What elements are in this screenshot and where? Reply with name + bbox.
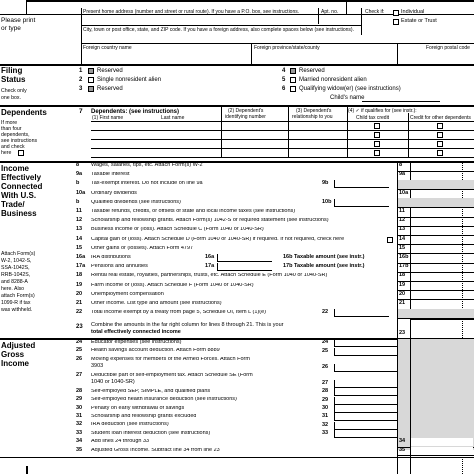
adjusted-line-text: Health savings account deduction. Attach Form 8889 bbox=[91, 348, 220, 354]
income-line-text: Business income or (loss). Attach Schedule C (Form 1040 or 1040-SR) bbox=[91, 227, 264, 233]
dep4-ctc-checkbox[interactable] bbox=[374, 150, 380, 156]
income-title-2: Effectively bbox=[1, 173, 42, 182]
filing-option-2-num: 2 bbox=[79, 77, 83, 83]
line-23-text-1: Combine the amounts in the far right column for lines 8 through 21. This is your bbox=[91, 322, 284, 328]
check-only-note-1: Check only bbox=[1, 88, 27, 94]
dep3-odc-checkbox[interactable] bbox=[437, 141, 443, 147]
income-line-mid-label: 10b bbox=[322, 198, 332, 205]
childs-name-label: Child's name bbox=[330, 95, 365, 101]
adjusted-amount-field[interactable] bbox=[334, 422, 397, 430]
apt-label: Apt. no. bbox=[321, 9, 339, 15]
income-line-text: Pensions and annuities bbox=[91, 264, 148, 270]
income-box-label: 16b bbox=[399, 254, 409, 260]
adjusted-title-3: Income bbox=[1, 359, 30, 368]
filing-option-2-checkbox[interactable] bbox=[88, 77, 94, 83]
income-amount-field[interactable] bbox=[411, 254, 473, 262]
income-line-taxable-label: 17b Taxable amount (see instr.) bbox=[283, 263, 365, 270]
income-title-4: With U.S. bbox=[1, 191, 37, 200]
dependents-note-5: and check bbox=[1, 144, 25, 150]
adjusted-mid-label: 26 bbox=[322, 363, 329, 370]
childs-name-field[interactable] bbox=[362, 93, 440, 101]
adjusted-mid-label: 32 bbox=[322, 421, 329, 428]
income-title-6: Business bbox=[1, 209, 37, 218]
adjusted-amount-field[interactable] bbox=[334, 339, 397, 347]
attach-note-9: was withheld. bbox=[1, 307, 33, 313]
dependents-line-num: 7 bbox=[79, 108, 83, 115]
income-line-num: 8 bbox=[76, 162, 80, 168]
income-amount-field[interactable] bbox=[411, 272, 473, 280]
income-box-label: 15 bbox=[399, 244, 406, 251]
check-if-label: Check if: bbox=[365, 9, 385, 15]
filing-option-1-label: Reserved bbox=[97, 68, 123, 74]
adjusted-mid-label: 28 bbox=[322, 388, 329, 395]
dep1-ctc-checkbox[interactable] bbox=[374, 123, 380, 129]
adjusted-mid-label: 33 bbox=[322, 430, 329, 437]
more-dependents-checkbox[interactable] bbox=[18, 150, 24, 156]
income-amount-field[interactable] bbox=[411, 217, 473, 225]
dependents-title: Dependents bbox=[1, 108, 47, 117]
top-rule bbox=[26, 0, 474, 2]
filing-option-5-label: Married nonresident alien bbox=[299, 77, 367, 83]
income-box-label: 21 bbox=[399, 300, 406, 306]
income-mid-amount-field[interactable] bbox=[217, 254, 272, 262]
dep-col-rel-1: (3) Dependent's bbox=[296, 108, 332, 114]
filing-option-6-label: Qualifying widow(er) (see instructions) bbox=[299, 86, 401, 92]
dependents-note-4: see instructions bbox=[1, 138, 38, 144]
income-amount-field[interactable] bbox=[411, 291, 473, 299]
income-line-taxable-label: 16b Taxable amount (see instr.) bbox=[283, 254, 365, 260]
income-amount-field[interactable] bbox=[411, 162, 473, 170]
adjusted-amount-field[interactable] bbox=[334, 364, 397, 372]
income-box-label: 19 bbox=[399, 281, 406, 288]
line-23-amount-field[interactable] bbox=[411, 320, 473, 337]
dependents-heading: Dependents: (see instructions) bbox=[91, 109, 180, 115]
adjusted-line-num: 34 bbox=[76, 438, 83, 445]
income-line-text: Capital gain or (loss). Attach Schedule D (Form 1040 or 1040-SR) if required. If not required, check here bbox=[91, 236, 345, 242]
income-line-text: IRA distributions bbox=[91, 255, 131, 260]
attach-note-8: 1099-R if tax bbox=[1, 300, 31, 306]
income-line-num: 22 bbox=[76, 309, 83, 316]
adjusted-line-num: 30 bbox=[76, 404, 83, 411]
income-mid-amount-field[interactable] bbox=[217, 263, 272, 271]
filing-option-3-num: 3 bbox=[79, 86, 83, 92]
dep2-ctc-checkbox[interactable] bbox=[374, 132, 380, 138]
income-box-label: 9a bbox=[399, 171, 406, 178]
address-field[interactable] bbox=[81, 16, 318, 25]
foreign-country-field[interactable] bbox=[82, 52, 250, 62]
filing-option-3-label: Reserved bbox=[97, 86, 123, 92]
income-line-text: Rental real estate, royalties, partnerships, trusts, etc. Attach Schedule E (Form 1040 or 1040-SR) bbox=[91, 273, 328, 279]
filing-option-6-num: 6 bbox=[282, 86, 286, 92]
adjusted-total-field[interactable] bbox=[411, 447, 473, 455]
income-box-label: 17b bbox=[399, 263, 409, 270]
income-line-text: Other income. List type and amount (see instructions) bbox=[91, 301, 222, 306]
dep-col-qualifies: (4) ✓ if qualifies for (see instr.): bbox=[348, 108, 417, 114]
attach-note-6: here. Also bbox=[1, 286, 25, 292]
income-line-mid-label: 17a bbox=[205, 263, 215, 270]
filing-option-4-label: Reserved bbox=[299, 68, 325, 74]
foreign-postal-field[interactable] bbox=[398, 52, 472, 62]
dependents-note-2: than four bbox=[1, 126, 22, 132]
income-line-num: 12 bbox=[76, 217, 83, 224]
estate-trust-checkbox[interactable] bbox=[393, 19, 399, 25]
income-title-3: Connected bbox=[1, 182, 43, 191]
adjusted-mid-label: 29 bbox=[322, 396, 329, 403]
line-23-num: 23 bbox=[76, 324, 83, 330]
adjusted-line-text-2: 1040 or 1040-SR) bbox=[91, 379, 135, 386]
bottom-rule bbox=[0, 457, 474, 458]
line-23-box-label: 23 bbox=[399, 330, 406, 336]
income-line-text: Farm income or (loss). Attach Schedule F (Form 1040 or 1040-SR) bbox=[91, 282, 254, 288]
income-amount-field[interactable] bbox=[411, 190, 473, 198]
income-line-text: Taxable interest bbox=[91, 172, 130, 178]
adjusted-line-text-2: 3903 bbox=[91, 363, 104, 370]
adjusted-line-text: Deductible part of self-employment tax. Attach Schedule SE (Form bbox=[91, 372, 253, 378]
dependents-note-3: dependents, bbox=[1, 132, 30, 138]
attach-note-4: RRB-1042S, bbox=[1, 272, 31, 278]
adjusted-title-1: Adjusted bbox=[1, 341, 36, 350]
dep-col-first-name: (1) First name bbox=[92, 115, 124, 121]
income-amount-field[interactable] bbox=[411, 300, 473, 308]
dependent-row[interactable] bbox=[91, 122, 221, 130]
income-box-label: 10a bbox=[399, 189, 409, 196]
foreign-country-label: Foreign country name bbox=[83, 45, 132, 51]
income-box-label: 12 bbox=[399, 217, 406, 224]
income-box-label: 13 bbox=[399, 226, 406, 233]
individual-label: Individual bbox=[401, 9, 425, 15]
income-line-mid-label: 22 bbox=[322, 309, 329, 316]
adjusted-line-text: Adjusted Gross Income. Subtract line 34 from line 23 bbox=[91, 447, 220, 453]
adjusted-box-label: 34 bbox=[399, 438, 406, 445]
income-mid-amount-field[interactable] bbox=[334, 309, 389, 317]
adjusted-line-text: Student loan interest deduction (see instructions) bbox=[91, 430, 211, 436]
estate-trust-label: Estate or Trust bbox=[401, 18, 437, 24]
adjusted-mid-label: 31 bbox=[322, 413, 329, 420]
dep3-ctc-checkbox[interactable] bbox=[374, 141, 380, 147]
filing-option-1-checkbox[interactable] bbox=[88, 68, 94, 74]
foreign-postal-label: Foreign postal code bbox=[426, 45, 470, 51]
income-amount-field[interactable] bbox=[411, 236, 473, 244]
adjusted-amount-field[interactable] bbox=[334, 413, 397, 421]
dep4-odc-checkbox[interactable] bbox=[437, 150, 443, 156]
adjusted-title-2: Gross bbox=[1, 350, 25, 359]
capital-gain-checkbox[interactable] bbox=[387, 237, 393, 243]
adjusted-line-num: 32 bbox=[76, 421, 83, 428]
income-line-text: Taxable refunds, credits, or offsets of state and local income taxes (see instructions) bbox=[91, 209, 296, 214]
adjusted-mid-label: 24 bbox=[322, 339, 329, 346]
adjusted-line-num: 29 bbox=[76, 396, 83, 403]
income-line-text: Wages, salaries, tips, etc. Attach Form(s) W-2 bbox=[91, 163, 203, 168]
filing-status-title-2: Status bbox=[1, 75, 26, 84]
adjusted-amount-field[interactable] bbox=[334, 405, 397, 413]
income-box-label: 20 bbox=[399, 290, 406, 297]
dep-col-last-name: Last name bbox=[161, 115, 185, 121]
dependents-note-6: here bbox=[1, 150, 12, 156]
income-box-label: 8 bbox=[399, 162, 403, 168]
income-line-text: Qualified dividends (see instructions) bbox=[91, 199, 181, 205]
income-mid-amount-field[interactable] bbox=[334, 180, 389, 188]
shaded-cell bbox=[398, 309, 474, 318]
dep-col-rel-2: relationship to you bbox=[292, 114, 333, 120]
adjusted-line-text: Moving expenses for members of the Armed Forces. Attach Form bbox=[91, 356, 250, 362]
income-line-num: b bbox=[76, 180, 80, 187]
foreign-province-label: Foreign province/state/county bbox=[254, 45, 320, 51]
filing-option-4-checkbox[interactable] bbox=[290, 68, 296, 74]
income-line-num: 11 bbox=[76, 208, 82, 214]
income-line-text: Unemployment compensation bbox=[91, 291, 164, 297]
filing-option-1-num: 1 bbox=[79, 68, 83, 74]
income-title-1: Income bbox=[1, 164, 30, 173]
adjusted-line-num: 26 bbox=[76, 355, 83, 362]
attach-note-2: W-2, 1042-S, bbox=[1, 258, 32, 264]
adjusted-line-num: 31 bbox=[76, 413, 83, 419]
dependent-row[interactable] bbox=[91, 149, 221, 157]
adjusted-mid-label: 30 bbox=[322, 405, 329, 411]
shaded-cell bbox=[398, 198, 474, 207]
adjusted-line-num: 25 bbox=[76, 347, 83, 354]
adjusted-line-num: 27 bbox=[76, 371, 83, 378]
dep-col-id-1: (2) Dependent's bbox=[228, 108, 264, 114]
adjusted-line-text: Penalty on early withdrawal of savings bbox=[91, 405, 185, 411]
income-box-label: 14 bbox=[399, 235, 406, 242]
dep1-odc-checkbox[interactable] bbox=[437, 123, 443, 129]
income-amount-field[interactable] bbox=[411, 226, 473, 234]
income-mid-amount-field[interactable] bbox=[334, 199, 389, 207]
adjusted-line-num: 28 bbox=[76, 387, 83, 394]
income-line-text: Ordinary dividends bbox=[91, 190, 137, 196]
adjusted-mid-label: 27 bbox=[322, 379, 329, 386]
income-line-num: 14 bbox=[76, 235, 83, 242]
income-line-text: Scholarship and fellowship grants. Attach Form(s) 1042-S or required statement (see instructions) bbox=[91, 218, 329, 224]
line-23-text-2: total effectively connected income bbox=[91, 329, 181, 335]
adjusted-line-text: Self-employed health insurance deduction (see instructions) bbox=[91, 397, 237, 403]
adjusted-total-field[interactable] bbox=[411, 438, 473, 446]
income-line-num: 9a bbox=[76, 171, 83, 178]
adjusted-amount-field[interactable] bbox=[334, 430, 397, 438]
filing-status-title-1: Filing bbox=[1, 66, 23, 75]
income-box-label: 11 bbox=[399, 208, 405, 214]
city-label: City, town or post office, state, and ZIP code. If you have a foreign address, also complete spaces below (see instructions). bbox=[83, 27, 354, 33]
adjusted-amount-field[interactable] bbox=[334, 388, 397, 396]
dep2-odc-checkbox[interactable] bbox=[437, 132, 443, 138]
check-only-note-2: one box. bbox=[1, 95, 21, 101]
or-type-label: or type bbox=[1, 25, 21, 32]
dependents-note-1: If more bbox=[1, 120, 18, 126]
income-line-num: 20 bbox=[76, 290, 83, 297]
income-line-num: 18 bbox=[76, 272, 83, 279]
income-title-5: Trade/ bbox=[1, 200, 25, 209]
adjusted-amount-field[interactable] bbox=[334, 397, 397, 405]
income-line-num: b bbox=[76, 198, 80, 205]
adjusted-line-num: 33 bbox=[76, 429, 83, 436]
income-line-mid-label: 16a bbox=[205, 254, 215, 260]
income-amount-field[interactable] bbox=[411, 171, 473, 179]
dep-col-id-2: identifying number bbox=[225, 114, 266, 120]
attach-note-5: and 8288-A bbox=[1, 279, 28, 285]
adjusted-amount-field[interactable] bbox=[334, 348, 397, 356]
income-line-mid-label: 9b bbox=[322, 180, 329, 187]
adjusted-line-num: 24 bbox=[76, 339, 83, 345]
income-line-num: 10a bbox=[76, 189, 86, 196]
dep-col-ctc: Child tax credit bbox=[356, 115, 390, 121]
filing-option-6-checkbox[interactable] bbox=[290, 86, 296, 92]
income-box-label: 18 bbox=[399, 272, 406, 279]
adjusted-line-text: IRA deduction (see instructions) bbox=[91, 422, 169, 428]
please-print-label: Please print bbox=[1, 17, 36, 24]
city-field[interactable] bbox=[82, 33, 472, 42]
adjusted-line-text: Self-employed SEP, SIMPLE, and qualified plans bbox=[91, 388, 211, 394]
attach-note-1: Attach Form(s) bbox=[1, 251, 36, 257]
address-label: Present home address (number and street or rural route). If you have a P.O. box, see instructions. bbox=[83, 9, 300, 15]
income-line-text: Other gains or (losses). Attach Form 4797 bbox=[91, 245, 194, 251]
adjusted-line-text: Add lines 24 through 33 bbox=[91, 439, 150, 445]
row-rule bbox=[397, 318, 474, 319]
income-amount-field[interactable] bbox=[411, 245, 473, 253]
dep-col-odc: Credit for other dependents bbox=[410, 115, 471, 121]
income-amount-field[interactable] bbox=[411, 282, 473, 290]
dependent-row[interactable] bbox=[91, 131, 221, 139]
income-line-text: Tax-exempt interest. Do not include on line 9a bbox=[91, 181, 203, 187]
income-amount-field[interactable] bbox=[411, 208, 473, 216]
adjusted-box-label: 35 bbox=[399, 446, 406, 453]
income-line-num: 16a bbox=[76, 254, 86, 260]
filing-option-4-num: 4 bbox=[282, 68, 286, 74]
income-line-num: 13 bbox=[76, 226, 83, 233]
income-line-num: 17a bbox=[76, 263, 86, 270]
filing-option-5-checkbox[interactable] bbox=[290, 77, 296, 83]
attach-note-3: SSA-1042S, bbox=[1, 265, 30, 271]
shaded-cell bbox=[398, 180, 474, 189]
adjusted-line-text: Scholarship and fellowship grants excluded bbox=[91, 414, 197, 419]
income-line-num: 21 bbox=[76, 300, 83, 306]
income-line-text: Total income exempt by a treaty from page 5, Schedule OI, Item L (1)(e) bbox=[91, 310, 266, 316]
income-line-num: 19 bbox=[76, 281, 83, 288]
apt-field[interactable] bbox=[320, 16, 360, 25]
income-amount-field[interactable] bbox=[411, 263, 473, 271]
adjusted-line-num: 35 bbox=[76, 446, 83, 453]
attach-note-7: attach Form(s) bbox=[1, 293, 35, 299]
filing-option-3-checkbox[interactable] bbox=[88, 86, 94, 92]
dependent-row[interactable] bbox=[91, 140, 221, 148]
adjusted-line-text: Educator expenses (see instructions) bbox=[91, 340, 182, 345]
adjusted-amount-field[interactable] bbox=[334, 380, 397, 388]
filing-option-2-label: Single nonresident alien bbox=[97, 77, 162, 83]
income-line-num: 15 bbox=[76, 244, 83, 251]
adjusted-mid-label: 25 bbox=[322, 347, 329, 354]
individual-checkbox[interactable] bbox=[393, 10, 399, 16]
foreign-province-field[interactable] bbox=[252, 52, 396, 62]
filing-option-5-num: 5 bbox=[282, 77, 286, 83]
